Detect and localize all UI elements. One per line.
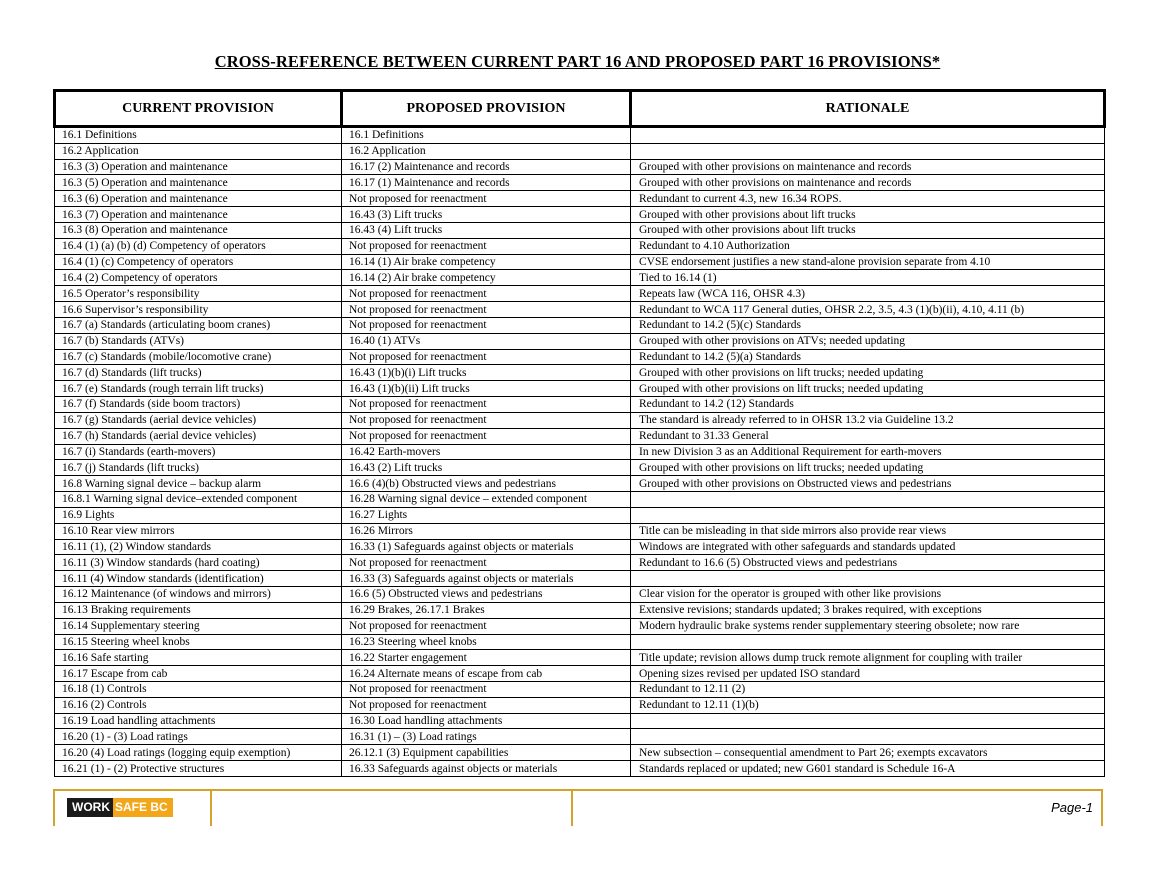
table-row <box>55 681 1105 697</box>
rationale-cell: CVSE endorsement justifies a new stand-alone provision separate from 4.10 <box>631 254 1105 270</box>
table-row <box>55 460 1105 476</box>
proposed-provision-cell: 16.2 Application <box>342 143 631 159</box>
rationale-cell: Extensive revisions; standards updated; 3 brakes required, with exceptions <box>631 602 1105 618</box>
footer-divider <box>571 791 573 826</box>
rationale-cell: Grouped with other provisions on lift trucks; needed updating <box>631 460 1105 476</box>
current-provision-cell: 16.7 (i) Standards (earth-movers) <box>55 444 342 460</box>
rationale-cell <box>631 634 1105 650</box>
table-row <box>55 143 1105 159</box>
current-provision-cell: 16.8.1 Warning signal device–extended component <box>55 492 342 508</box>
table-row <box>55 270 1105 286</box>
rationale-cell: Tied to 16.14 (1) <box>631 270 1105 286</box>
proposed-provision-cell: 16.6 (5) Obstructed views and pedestrians <box>342 587 631 603</box>
table-row <box>55 745 1105 761</box>
proposed-provision-cell: Not proposed for reenactment <box>342 681 631 697</box>
current-provision-cell: 16.7 (e) Standards (rough terrain lift trucks) <box>55 381 342 397</box>
current-provision-cell: 16.4 (1) (a) (b) (d) Competency of operators <box>55 238 342 254</box>
current-provision-cell: 16.10 Rear view mirrors <box>55 523 342 539</box>
current-provision-cell: 16.11 (4) Window standards (identification) <box>55 571 342 587</box>
proposed-provision-cell: 16.14 (2) Air brake competency <box>342 270 631 286</box>
rationale-cell: Redundant to 16.6 (5) Obstructed views and pedestrians <box>631 555 1105 571</box>
table-row <box>55 254 1105 270</box>
proposed-provision-cell: 16.43 (1)(b)(i) Lift trucks <box>342 365 631 381</box>
current-provision-cell: 16.7 (j) Standards (lift trucks) <box>55 460 342 476</box>
table-row <box>55 428 1105 444</box>
current-provision-cell: 16.19 Load handling attachments <box>55 713 342 729</box>
current-provision-cell: 16.21 (1) - (2) Protective structures <box>55 761 342 777</box>
footer-divider <box>210 791 212 826</box>
table-row <box>55 302 1105 318</box>
current-provision-cell: 16.2 Application <box>55 143 342 159</box>
proposed-provision-cell: Not proposed for reenactment <box>342 397 631 413</box>
table-row <box>55 286 1105 302</box>
proposed-provision-cell: 16.42 Earth-movers <box>342 444 631 460</box>
current-provision-cell: 16.3 (7) Operation and maintenance <box>55 207 342 223</box>
table-row <box>55 127 1105 144</box>
proposed-provision-cell: Not proposed for reenactment <box>342 349 631 365</box>
rationale-cell: Redundant to 14.2 (5)(a) Standards <box>631 349 1105 365</box>
rationale-cell: Grouped with other provisions about lift trucks <box>631 222 1105 238</box>
current-provision-cell: 16.13 Braking requirements <box>55 602 342 618</box>
rationale-cell: Redundant to 14.2 (12) Standards <box>631 397 1105 413</box>
current-provision-cell: 16.9 Lights <box>55 507 342 523</box>
current-provision-cell: 16.3 (8) Operation and maintenance <box>55 222 342 238</box>
logo-work-text: WORK <box>67 798 113 817</box>
table-row <box>55 412 1105 428</box>
rationale-cell: Modern hydraulic brake systems render supplementary steering obsolete; now rare <box>631 618 1105 634</box>
rationale-cell: The standard is already referred to in OHSR 13.2 via Guideline 13.2 <box>631 412 1105 428</box>
current-provision-cell: 16.7 (f) Standards (side boom tractors) <box>55 397 342 413</box>
table-row <box>55 207 1105 223</box>
proposed-provision-cell: 16.33 (1) Safeguards against objects or materials <box>342 539 631 555</box>
table-row <box>55 571 1105 587</box>
proposed-provision-cell: 16.1 Definitions <box>342 127 631 144</box>
proposed-provision-cell: 16.6 (4)(b) Obstructed views and pedestrians <box>342 476 631 492</box>
proposed-provision-cell: 16.17 (2) Maintenance and records <box>342 159 631 175</box>
rationale-cell: Redundant to 12.11 (2) <box>631 681 1105 697</box>
rationale-cell: Windows are integrated with other safeguards and standards updated <box>631 539 1105 555</box>
proposed-provision-cell: 16.30 Load handling attachments <box>342 713 631 729</box>
rationale-cell: Title can be misleading in that side mirrors also provide rear views <box>631 523 1105 539</box>
proposed-provision-cell: 16.43 (1)(b)(ii) Lift trucks <box>342 381 631 397</box>
table-row <box>55 238 1105 254</box>
current-provision-cell: 16.7 (h) Standards (aerial device vehicles) <box>55 428 342 444</box>
rationale-cell: Redundant to 4.10 Authorization <box>631 238 1105 254</box>
current-provision-cell: 16.6 Supervisor’s responsibility <box>55 302 342 318</box>
current-provision-cell: 16.3 (5) Operation and maintenance <box>55 175 342 191</box>
rationale-cell: Grouped with other provisions on ATVs; needed updating <box>631 333 1105 349</box>
table-row <box>55 333 1105 349</box>
rationale-cell: Clear vision for the operator is grouped with other like provisions <box>631 587 1105 603</box>
rationale-cell: Grouped with other provisions on maintenance and records <box>631 159 1105 175</box>
proposed-provision-cell: Not proposed for reenactment <box>342 428 631 444</box>
current-provision-cell: 16.7 (g) Standards (aerial device vehicles) <box>55 412 342 428</box>
proposed-provision-cell: Not proposed for reenactment <box>342 302 631 318</box>
proposed-provision-cell: 16.26 Mirrors <box>342 523 631 539</box>
current-provision-cell: 16.8 Warning signal device – backup alarm <box>55 476 342 492</box>
rationale-cell: Opening sizes revised per updated ISO standard <box>631 666 1105 682</box>
proposed-provision-cell: 16.43 (4) Lift trucks <box>342 222 631 238</box>
table-row <box>55 697 1105 713</box>
current-provision-cell: 16.5 Operator’s responsibility <box>55 286 342 302</box>
table-row <box>55 650 1105 666</box>
table-row <box>55 555 1105 571</box>
table-row <box>55 365 1105 381</box>
proposed-provision-cell: Not proposed for reenactment <box>342 618 631 634</box>
table-row <box>55 159 1105 175</box>
proposed-provision-cell: Not proposed for reenactment <box>342 286 631 302</box>
table-row <box>55 349 1105 365</box>
current-provision-cell: 16.20 (4) Load ratings (logging equip exemption) <box>55 745 342 761</box>
rationale-cell: Repeats law (WCA 116, OHSR 4.3) <box>631 286 1105 302</box>
table-row <box>55 666 1105 682</box>
rationale-cell: Grouped with other provisions on Obstructed views and pedestrians <box>631 476 1105 492</box>
table-row <box>55 539 1105 555</box>
table-header-row <box>55 91 1105 127</box>
proposed-provision-cell: Not proposed for reenactment <box>342 697 631 713</box>
rationale-cell: Grouped with other provisions on lift trucks; needed updating <box>631 381 1105 397</box>
current-provision-cell: 16.7 (a) Standards (articulating boom cranes) <box>55 317 342 333</box>
table-row <box>55 507 1105 523</box>
header-rationale: RATIONALE <box>631 91 1105 127</box>
table-row <box>55 729 1105 745</box>
header-current-provision: CURRENT PROVISION <box>55 91 342 127</box>
current-provision-cell: 16.16 (2) Controls <box>55 697 342 713</box>
rationale-cell: Redundant to WCA 117 General duties, OHSR 2.2, 3.5, 4.3 (1)(b)(ii), 4.10, 4.11 (b) <box>631 302 1105 318</box>
page-footer <box>53 789 1103 826</box>
page-number: Page-1 <box>1051 800 1093 815</box>
table-row <box>55 618 1105 634</box>
proposed-provision-cell: 16.14 (1) Air brake competency <box>342 254 631 270</box>
table-row <box>55 713 1105 729</box>
proposed-provision-cell: 16.28 Warning signal device – extended component <box>342 492 631 508</box>
rationale-cell: Standards replaced or updated; new G601 standard is Schedule 16-A <box>631 761 1105 777</box>
current-provision-cell: 16.18 (1) Controls <box>55 681 342 697</box>
table-row <box>55 761 1105 777</box>
rationale-cell: Redundant to 12.11 (1)(b) <box>631 697 1105 713</box>
proposed-provision-cell: 16.33 (3) Safeguards against objects or materials <box>342 571 631 587</box>
proposed-provision-cell: Not proposed for reenactment <box>342 412 631 428</box>
current-provision-cell: 16.7 (d) Standards (lift trucks) <box>55 365 342 381</box>
rationale-cell <box>631 492 1105 508</box>
footer-divider <box>1101 791 1103 826</box>
proposed-provision-cell: Not proposed for reenactment <box>342 191 631 207</box>
rationale-cell: Redundant to 14.2 (5)(c) Standards <box>631 317 1105 333</box>
logo-safe-text: SAFE BC <box>113 798 173 817</box>
proposed-provision-cell: 16.40 (1) ATVs <box>342 333 631 349</box>
current-provision-cell: 16.3 (6) Operation and maintenance <box>55 191 342 207</box>
header-proposed-provision: PROPOSED PROVISION <box>342 91 631 127</box>
table-row <box>55 492 1105 508</box>
rationale-cell: Grouped with other provisions about lift trucks <box>631 207 1105 223</box>
proposed-provision-cell: Not proposed for reenactment <box>342 317 631 333</box>
worksafebc-logo <box>67 798 173 817</box>
rationale-cell <box>631 507 1105 523</box>
rationale-cell <box>631 127 1105 144</box>
current-provision-cell: 16.20 (1) - (3) Load ratings <box>55 729 342 745</box>
current-provision-cell: 16.11 (1), (2) Window standards <box>55 539 342 555</box>
current-provision-cell: 16.11 (3) Window standards (hard coating) <box>55 555 342 571</box>
table-row <box>55 523 1105 539</box>
cross-reference-table <box>53 89 1106 777</box>
current-provision-cell: 16.15 Steering wheel knobs <box>55 634 342 650</box>
table-row <box>55 444 1105 460</box>
rationale-cell: Redundant to 31.33 General <box>631 428 1105 444</box>
rationale-cell: Redundant to current 4.3, new 16.34 ROPS. <box>631 191 1105 207</box>
proposed-provision-cell: 16.31 (1) – (3) Load ratings <box>342 729 631 745</box>
table-row <box>55 175 1105 191</box>
current-provision-cell: 16.12 Maintenance (of windows and mirrors) <box>55 587 342 603</box>
rationale-cell: New subsection – consequential amendment to Part 26; exempts excavators <box>631 745 1105 761</box>
proposed-provision-cell: 16.17 (1) Maintenance and records <box>342 175 631 191</box>
table-row <box>55 587 1105 603</box>
current-provision-cell: 16.3 (3) Operation and maintenance <box>55 159 342 175</box>
rationale-cell: In new Division 3 as an Additional Requirement for earth-movers <box>631 444 1105 460</box>
proposed-provision-cell: 26.12.1 (3) Equipment capabilities <box>342 745 631 761</box>
proposed-provision-cell: 16.27 Lights <box>342 507 631 523</box>
table-row <box>55 634 1105 650</box>
current-provision-cell: 16.4 (1) (c) Competency of operators <box>55 254 342 270</box>
proposed-provision-cell: Not proposed for reenactment <box>342 555 631 571</box>
proposed-provision-cell: 16.24 Alternate means of escape from cab <box>342 666 631 682</box>
proposed-provision-cell: 16.29 Brakes, 26.17.1 Brakes <box>342 602 631 618</box>
table-row <box>55 397 1105 413</box>
table-row <box>55 602 1105 618</box>
current-provision-cell: 16.16 Safe starting <box>55 650 342 666</box>
current-provision-cell: 16.1 Definitions <box>55 127 342 144</box>
rationale-cell: Grouped with other provisions on lift trucks; needed updating <box>631 365 1105 381</box>
proposed-provision-cell: 16.43 (3) Lift trucks <box>342 207 631 223</box>
current-provision-cell: 16.4 (2) Competency of operators <box>55 270 342 286</box>
proposed-provision-cell: 16.43 (2) Lift trucks <box>342 460 631 476</box>
proposed-provision-cell: 16.22 Starter engagement <box>342 650 631 666</box>
rationale-cell <box>631 713 1105 729</box>
rationale-cell <box>631 143 1105 159</box>
current-provision-cell: 16.7 (c) Standards (mobile/locomotive crane) <box>55 349 342 365</box>
current-provision-cell: 16.17 Escape from cab <box>55 666 342 682</box>
rationale-cell: Grouped with other provisions on maintenance and records <box>631 175 1105 191</box>
footer-divider <box>53 791 55 826</box>
proposed-provision-cell: 16.23 Steering wheel knobs <box>342 634 631 650</box>
document-title: CROSS-REFERENCE BETWEEN CURRENT PART 16 AND PROPOSED PART 16 PROVISIONS* <box>214 52 941 71</box>
table-row <box>55 317 1105 333</box>
table-row <box>55 476 1105 492</box>
table-row <box>55 222 1105 238</box>
proposed-provision-cell: 16.33 Safeguards against objects or materials <box>342 761 631 777</box>
table-row <box>55 191 1105 207</box>
current-provision-cell: 16.14 Supplementary steering <box>55 618 342 634</box>
current-provision-cell: 16.7 (b) Standards (ATVs) <box>55 333 342 349</box>
rationale-cell <box>631 571 1105 587</box>
proposed-provision-cell: Not proposed for reenactment <box>342 238 631 254</box>
table-row <box>55 381 1105 397</box>
rationale-cell <box>631 729 1105 745</box>
rationale-cell: Title update; revision allows dump truck remote alignment for coupling with trailer <box>631 650 1105 666</box>
